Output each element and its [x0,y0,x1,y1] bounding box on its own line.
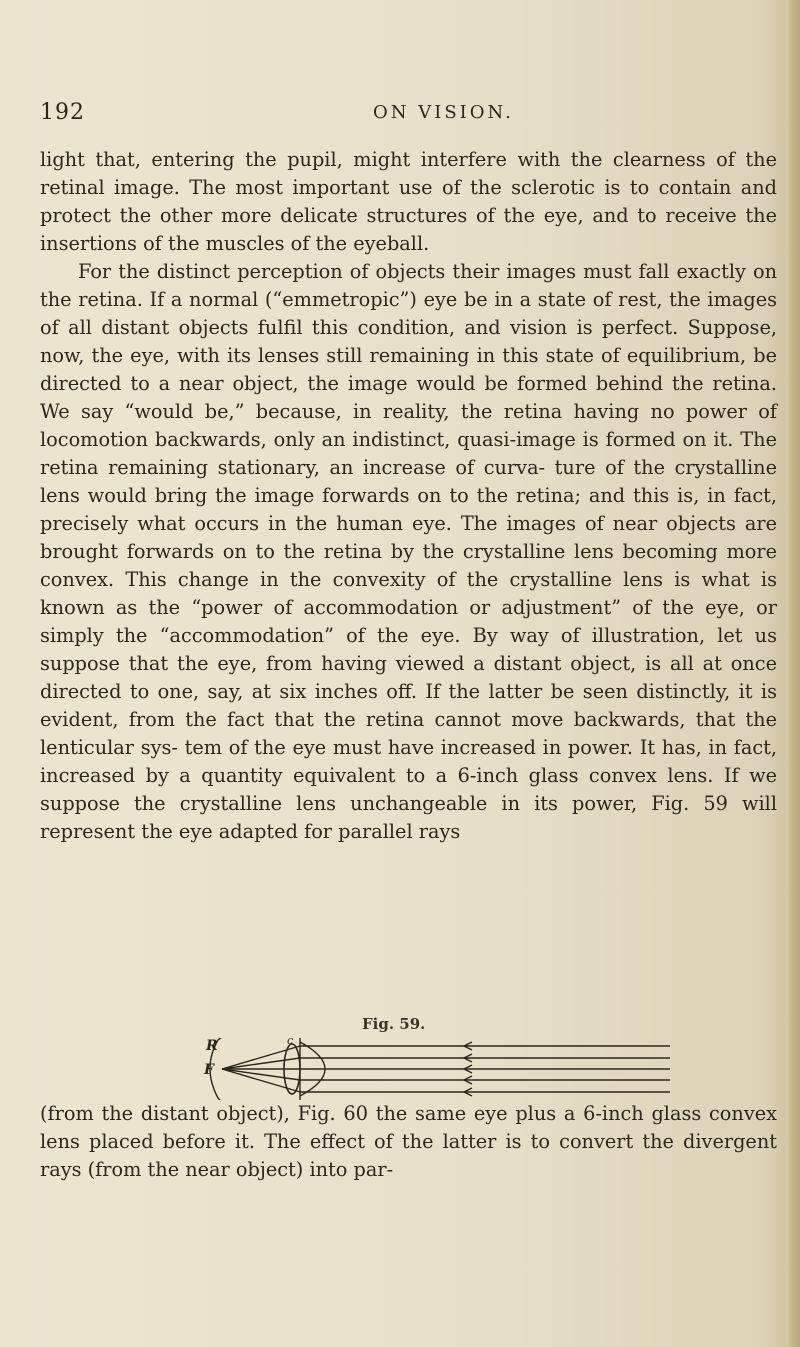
ray [222,1046,300,1069]
paragraph: (from the distant object), Fig. 60 the same eye plus a 6-inch glass convex lens placed before it. The effect of the latter is to convert the divergent rays (from the near object) into par- [40,1102,777,1181]
figure-caption: Fig. 59. [362,1015,426,1033]
eye-diagram-svg [200,1038,680,1100]
page-number: 192 [40,100,85,125]
paragraph: light that, entering the pupil, might interfere with the clearness of the retinal image. The most important use of the sclerotic is to contain and protect the other more delicate structures of the eye, and to receive the insertions of the muscles of the eyeball. [40,148,777,255]
label-retina: R [206,1038,218,1054]
figure-eye-diagram [200,1038,680,1100]
ray [222,1058,300,1069]
continuation-text [40,1100,777,1184]
page-edge [786,0,800,1347]
ray [222,1069,300,1080]
ray [222,1069,300,1092]
label-crystalline: c [287,1038,294,1047]
paragraph: For the distinct perception of objects their images must fall exactly on the retina. If a normal (“emmetropic”) eye be in a state of rest, the images of all distant objects fulfil this condition, and vision is perfect. Suppose, now, the eye, with its lenses still remaining in this state of equilibrium, be directed to a near object, the image would be formed behind the retina. We say “would be,” because, in reality, the retina having no power of locomotion backwards, only an indistinct, quasi-image is formed on it. The retina remaining stationary, an increase of curva- ture of the crystalline lens would bring the image forwards on to the retina; and this is, in fact, precisely what occurs in the human eye. The images of near objects are brought forwards on to the retina by the crystalline lens becoming more convex. This change in the convexity of the crystalline lens is what is known as the “power of accommodation or adjustment” of the eye, or simply the “accommodation” of the eye. By way of illustration, let us suppose that the eye, from having viewed a distant object, is all at once directed to one, say, at six inches off. If the latter be seen distinctly, it is evident, from the fact that the retina cannot move backwards, that the lenticular sys- tem of the eye must have increased in power. It has, in fact, increased by a quantity equivalent to a 6-inch glass convex lens. If we suppose the crystalline lens unchangeable in its power, Fig. 59 will represent the eye adapted for parallel rays [40,260,777,843]
running-head: ON VISION. [373,102,514,123]
body-text [40,146,777,846]
label-focus: F [204,1062,214,1078]
page-header [0,100,800,130]
